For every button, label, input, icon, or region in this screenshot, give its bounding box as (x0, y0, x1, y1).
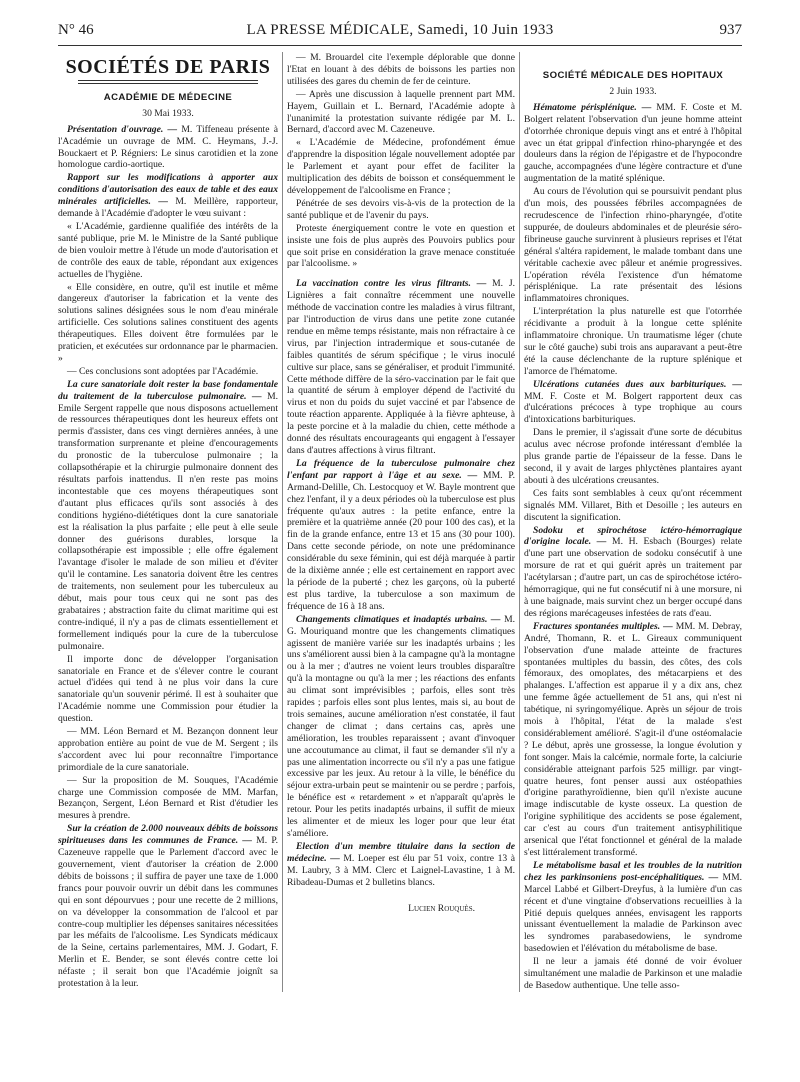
paragraph-heading: La fréquence de la tuberculose pulmonaire chez l'enfant par rapport à l'âge et au sexe. — (287, 457, 515, 481)
paragraph-text: M. G. Mouriquand montre que les changements climatiques agissent de manière variée sur les inadaptés urbains ; les uns s'améliorent aussi bien à la campagne qu'à la montagne ou à la mer ; d'autres ne voient leurs troubles disparaître qu'à la montagne ou qu'à la mer ; les réactions des enfants au climat sont imprévisibles ; parfois, elles sont très rapides ; parfois elles sont plus lentes, mais si, au bout de trois semaines, aucune amélioration n'est constatée, il faut changer de climat ; dans certains cas, après une amélioration, les troubles reparaissent ; avant d'invoquer une accoutumance au climat, il faut se demander s'il n'y a pas une alimentation incorrecte ou s'il n'y a pas une fatigue excessive par les jeux. Au retour à la ville, le bénéfice du séjour extra-urbain peut se maintenir ou se perdre ; parfois, le bénéfice est « retardement » et n'apparaît qu'après le retour. Pour les petits inadaptés urbains, il suffit de mieux les alimenter et de mieux les loger pour que leur état s'améliore. (287, 613, 515, 839)
paragraph-text: M. J. Lignières a fait connaître récemment une nouvelle méthode de vaccination contre les maladies à virus filtrant, par l'introduction de virus dans une petite zone cutanée rendue en même temps résistante, mais non réfractaire à ce virus, par l'injection intradermique et sous-cutanée de faibles quantités de sérum spécifique ; le virus inoculé cultive sur place, sans se généraliser, et produit l'immunité. Cette méthode diffère de la séro-vaccination par le fait que la quantité de sérum à employer dépend de l'activité du virus et non du poids du sujet vacciné et par l'absence de toute réaction apparente. Appliquée à la fièvre aphteuse, à la peste porcine et à la maladie du chien, cette méthode a donné des résultats encourageants qui engagent à l'essayer dans d'autres affections à virus filtrant. (287, 278, 515, 456)
column-1 (58, 52, 278, 1042)
paragraph: Pénétrée de ses devoirs vis-à-vis de la protection de la santé publique et de l'avenir du pays. (287, 197, 515, 221)
paragraph (287, 278, 515, 457)
paragraph-heading: Le métabolisme basal et les troubles de la nutrition chez les parkinsoniens post-encéphalitiques. — (524, 859, 742, 883)
paragraph: — MM. Léon Bernard et M. Bezançon donnent leur approbation entière au point de vue de M. Sergent ; ils s'accordent avec lui pour reconnaître l'importance primordiale de la cure sanatoriale. (58, 726, 278, 773)
header-rule (58, 45, 742, 46)
paragraph-text: MM. Marcel Labbé et Gilbert-Dreyfus, à la lumière d'un cas récent et d'une vingtaine d'observations recueillies à la Pitié depuis quelques années, envisagent les rapports unissant éventuellement la maladie de Parkinson avec les syndromes parabasedowiens, le syndrome basedowien et l'élévation du métabolisme de base. (524, 871, 742, 955)
paragraph-text: MM. F. Coste et M. Bolgert rapportent deux cas d'ulcérations précoces à type trophique au cours d'intoxications barbituriques. (524, 390, 742, 426)
section-title-rule (78, 80, 258, 84)
paragraph: Ces faits sont semblables à ceux qu'ont récemment signalés MM. Villaret, Bith et Desoille ; les auteurs en discutent la signification. (524, 487, 742, 523)
paragraph-text: M. H. Esbach (Bourges) relate d'une part une observation de sodoku consécutif à une morsure de rat et qui guérit après un traitement par l'acétylarsan ; d'autre part, un cas de spirochétose ictéro-hémorragique, qui ne fut consécutif ni à une morsure, ni à une baignade, mais survint chez un berger occupé dans des régions marécageuses infestées de rats d'eau. (524, 536, 742, 619)
paragraph (524, 102, 742, 185)
paragraph-heading: Election d'un membre titulaire dans la section de médecine. — (287, 840, 515, 864)
paragraph (287, 841, 515, 889)
paragraph (287, 458, 515, 613)
paragraph-text: MM. F. Coste et M. Bolgert relatent l'observation d'un jeune homme atteint d'otorrhée chronique depuis vingt ans et entré à l'hôpital avec un état grippal d'infection rhino-pharyngée et des douleurs dans la région de l'épigastre et de l'hypocondre gauche, accompagnées d'une légère contracture et d'une augmentation de la matité splénique. (524, 101, 742, 185)
paragraph: « L'Académie, gardienne qualifiée des intérêts de la santé publique, prie M. le Ministre de la Santé publique de bien vouloir mettre à l'étude un mode d'autorisation et de contrôle des eaux de table, répondant aux exigences actuelles de l'hygiène. (58, 220, 278, 280)
paragraph: Dans le premier, il s'agissait d'une sorte de décubitus aculus avec nécrose profonde intéressant d'emblée la plus grande partie de l'épaisseur de la fesse. Dans le second, il y avait de larges phlyctènes plantaires ayant abouti à des ulcérations creusantes. (524, 427, 742, 486)
signature: Lucien Rouquès. (408, 902, 475, 914)
paragraph: Il ne leur a jamais été donné de voir évoluer simultanément une maladie de Parkinson et une maladie de Basedow authentique. Une telle asso- (524, 956, 742, 991)
paragraph: — M. Brouardel cite l'exemple déplorable que donne l'Etat en louant à des débits de boissons les parties non utilisées des gares du chemin de fer de ceinture. (287, 52, 515, 87)
paragraph: L'interprétation la plus naturelle est que l'otorrhée récidivante a produit à la longue cette splénite inflammatoire chronique. Un traumatisme léger (chute sur le côté gauche) subi trois ans auparavant a peut-être été la cause déclenchante de la rupture splénique et l'amorce de l'hématome. (524, 306, 742, 377)
paragraph-heading: Présentation d'ouvrage. — (67, 123, 178, 135)
paragraph-heading: Sodoku et spirochétose ictéro-hémorragique d'origine locale. — (524, 524, 742, 548)
paragraph-heading: Hématome périsplénique. — (533, 101, 652, 113)
paragraph-heading: Rapport sur les modifications à apporter aux conditions d'autorisation des eaux de table et des eaux minérales artificielles. — (58, 172, 278, 208)
paragraph (58, 172, 278, 220)
paragraph (58, 379, 278, 653)
paragraph: — Ces conclusions sont adoptées par l'Académie. (67, 365, 259, 377)
paragraph-heading: Ulcérations cutanées dues aux barbituriques. — (533, 378, 742, 390)
paragraph: — Sur la proposition de M. Souques, l'Académie charge une Commission composée de MM. Marfan, Bezançon, Sergent, Léon Bernard et Rist d'étudier les mesures à prendre. (58, 774, 278, 822)
paragraph-text: M. Loeper est élu par 51 voix, contre 13 à M. Laubry, 3 à MM. Clerc et Laignel-Lavastine, 1 à M. Ribadeau-Dumas et 2 bulletins blancs. (287, 852, 515, 888)
paragraph: « Elle considère, en outre, qu'il est inutile et même dangereux d'autoriser la fabrication et la vente des solutions salines désignées sous le nom d'eau minérale artificielle. Ces solutions salines constituent des agents thérapeutiques. Elles doivent être formulées par le praticien, et exécutées sur ordonnance par le pharmacien. » (58, 281, 278, 364)
journal-title: LA PRESSE MÉDICALE, Samedi, 10 Juin 1933 (246, 22, 554, 38)
paragraph: Proteste énergiquement contre le vote en question et insiste une fois de plus auprès des Pouvoirs publics pour que soit prise en considération la grave menace constituée par l'alcoolisme. » (287, 222, 515, 270)
paragraph (287, 614, 515, 840)
paragraph-text: M. Tiffeneau présente à l'Académie un ouvrage de MM. C. Heymans, J.-J. Bouckaert et P. Régniers: Le sinus carotidien et la zone homologue cardio-aortique. (58, 123, 278, 171)
society-title: SOCIÉTÉ MÉDICALE DES HOPITAUX (542, 70, 724, 81)
issue-number: N° 46 (58, 22, 94, 38)
paragraph: — Après une discussion à laquelle prennent part MM. Hayem, Guillain et L. Bernard, l'Académie adopte à l'unanimité la protestation suivante rédigée par M. L. Bernard, d'accord avec M. Cazeneuve. (287, 88, 515, 136)
paragraph (524, 860, 742, 955)
paragraph-text: M. Emile Sergent rappelle que nous disposons actuellement de ressources thérapeutiques dont les heureux effets ont permis d'assister, dans ces vingt dernières années, à une transformation surprenante et pleine d'encouragements du pronostic de la tuberculose pulmonaire ; la collapsothérapie et la chirurgie pulmonaire donnent des résultats parfois inattendus. Il n'en reste pas moins incontestable que ces moyens thérapeutiques sont d'autant plus efficaces qu'ils sont associés à des conditions hygiéno-diététiques dont la cure sanatoriale est la réalisation la plus parfaite ; elle peut à elle seule donner des guérisons durables, lorsque la collapsothérapie est impossible ; elle offre également l'avantage d'isoler le malade de son milieu et d'éviter qu'il le contamine. Les sanatoria doivent être les centres de traitements, non seulement pour les tuberculeux au début, mais pour tous ceux qui ne sont pas des grabataires ; abstraction faite du climat maritime qui est contre-indiqué, il n'y a pas de climats essentiellement et formellement indiqués pour la cure de la tuberculose pulmonaire. (58, 390, 278, 652)
paragraph-heading: La cure sanatoriale doit rester la base fondamentale du traitement de la tuberculose pulmonaire. — (58, 378, 278, 402)
paragraph-heading: La vaccination contre les virus filtrants. — (296, 278, 487, 290)
column-2 (287, 52, 515, 1042)
column-rule-2 (519, 52, 520, 992)
paragraph: Au cours de l'évolution qui se poursuivit pendant plus d'un mois, des poussées fébriles accompagnées de recrudescence de l'infection rhino-pharyngée, d'otite suppurée, de douleurs abdominales et de pleurésie séro-fibrineuse gauche survinrent à plusieurs reprises et l'état général s'altéra rapidement, le malade tombant dans une véritable cachexie avec pâleur et anémie progressives. L'opération révéla l'existence d'un hématome périsplénique. La rate présentait des lésions inflammatoires chroniques. (524, 186, 742, 305)
section-title: SOCIÉTÉS DE PARIS (65, 56, 271, 78)
page-header (58, 22, 742, 42)
paragraph (524, 525, 742, 620)
paragraph: Il importe donc de développer l'organisation sanatoriale en France et de s'élever contre le courant actuel d'idées qui tend à ne plus voir dans la cure sanatoriale qu'un souvenir périmé. Il est à souhaiter que l'Académie nomme une Commission pour étudier la question. (58, 653, 278, 725)
column-rule-1 (282, 52, 283, 992)
paragraph (58, 124, 278, 172)
page-number: 937 (719, 22, 742, 38)
paragraph-text: M. Meillère, rapporteur, demande à l'Académie d'adopter le vœu suivant : (58, 196, 278, 220)
society-date: 2 Juin 1933. (609, 85, 657, 97)
academy-date: 30 Mai 1933. (142, 107, 194, 119)
paragraph-heading: Sur la création de 2.000 nouveaux débits de boissons spiritueuses dans les communes de France. — (58, 823, 278, 847)
paragraph: « L'Académie de Médecine, profondément émue d'apprendre la disposition légale nouvellement adoptée par le Parlement et ayant pour effet de faciliter la multiplication des débits de boisson et conséquemment le développement de l'alcoolisme en France ; (287, 137, 515, 196)
paragraph (524, 379, 742, 427)
paragraph-text: M. P. Cazeneuve rappelle que le Parlement d'accord avec le gouvernement, vient d'autoriser la création de 2.000 débits de boissons ; il suffira de payer une taxe de 1.000 francs pour pouvoir ouvrir un débit dans les communes qui en sont dépourvues ; pour une recette de 2 millions, on va développer la consommation de l'alcool et par contre-coup multiplier les dépenses sanitaires nécessitées par les méfaits de l'alcoolisme. Les Syndicats médicaux de la Seine, certains parlementaires, MM. J. Godart, F. Merlin et E. Bender, se sont élevés contre cette loi néfaste ; il serait bon que l'Académie joignît sa protestation à la leur. (58, 835, 278, 990)
paragraph-heading: Changements climatiques et inadaptés urbains. — (296, 613, 501, 625)
paragraph (58, 823, 278, 990)
paragraph-text: MM. P. Armand-Delille, Ch. Lestocquoy et W. Bayle montrent que chez l'enfant, il y a deux périodes où la tuberculose est plus fréquente qu'aux autres : la petite enfance, entre la première et la quatrième année (20 pour 100 des cas), et la fin de la grande enfance, entre 13 et 15 ans (30 pour 100). Dans cette seconde période, on note une prédominance considérable du sexe féminin, qui est déjà marquée à partir de la dixième année ; elle est certainement en rapport avec la période de la puberté ; chez les garçons, où la puberté est plus tardive, la tuberculose a son maximum de fréquence de 16 à 18 ans. (287, 469, 515, 612)
column-3 (524, 52, 742, 1042)
paragraph-heading: Fractures spontanées multiples. — (533, 620, 673, 632)
paragraph (524, 621, 742, 859)
academy-title: ACADÉMIE DE MÉDECINE (103, 91, 233, 103)
paragraph-text: MM. M. Debray, André, Thomann, R. et L. Gireaux communiquent l'observation d'une malade atteinte de fractures spontanées multiples du bassin, des côtes, des cols fémoraux, des omoplates, des métacarpiens et des phalanges. L'affection est apparue il y a dix ans, chez une femme âgée actuellement de 51 ans, qui n'est ni tabétique, ni syringomyélique. Après un séjour de trois mois à l'hôpital, l'état de la malade s'est considérablement amélioré. S'agit-il d'une ostéomalacie ? Le début, après une grossesse, la longue évolution y font songer. Mais la calcémie, normale forte, la calciurie considérable atteignant parfois 525 milligr. par vingt-quatre heures, font penser aussi aux ostéopathies d'origine parathyroïdienne, bien qu'il n'existe aucune image indiscutable de kyste osseux. La question de l'origine syphilitique des accidents se pose également, car c'est au cours d'un traitement antisyphilitique arsenical que l'état fonctionnel et général de la malade s'est littéralement transformé. (524, 620, 742, 858)
